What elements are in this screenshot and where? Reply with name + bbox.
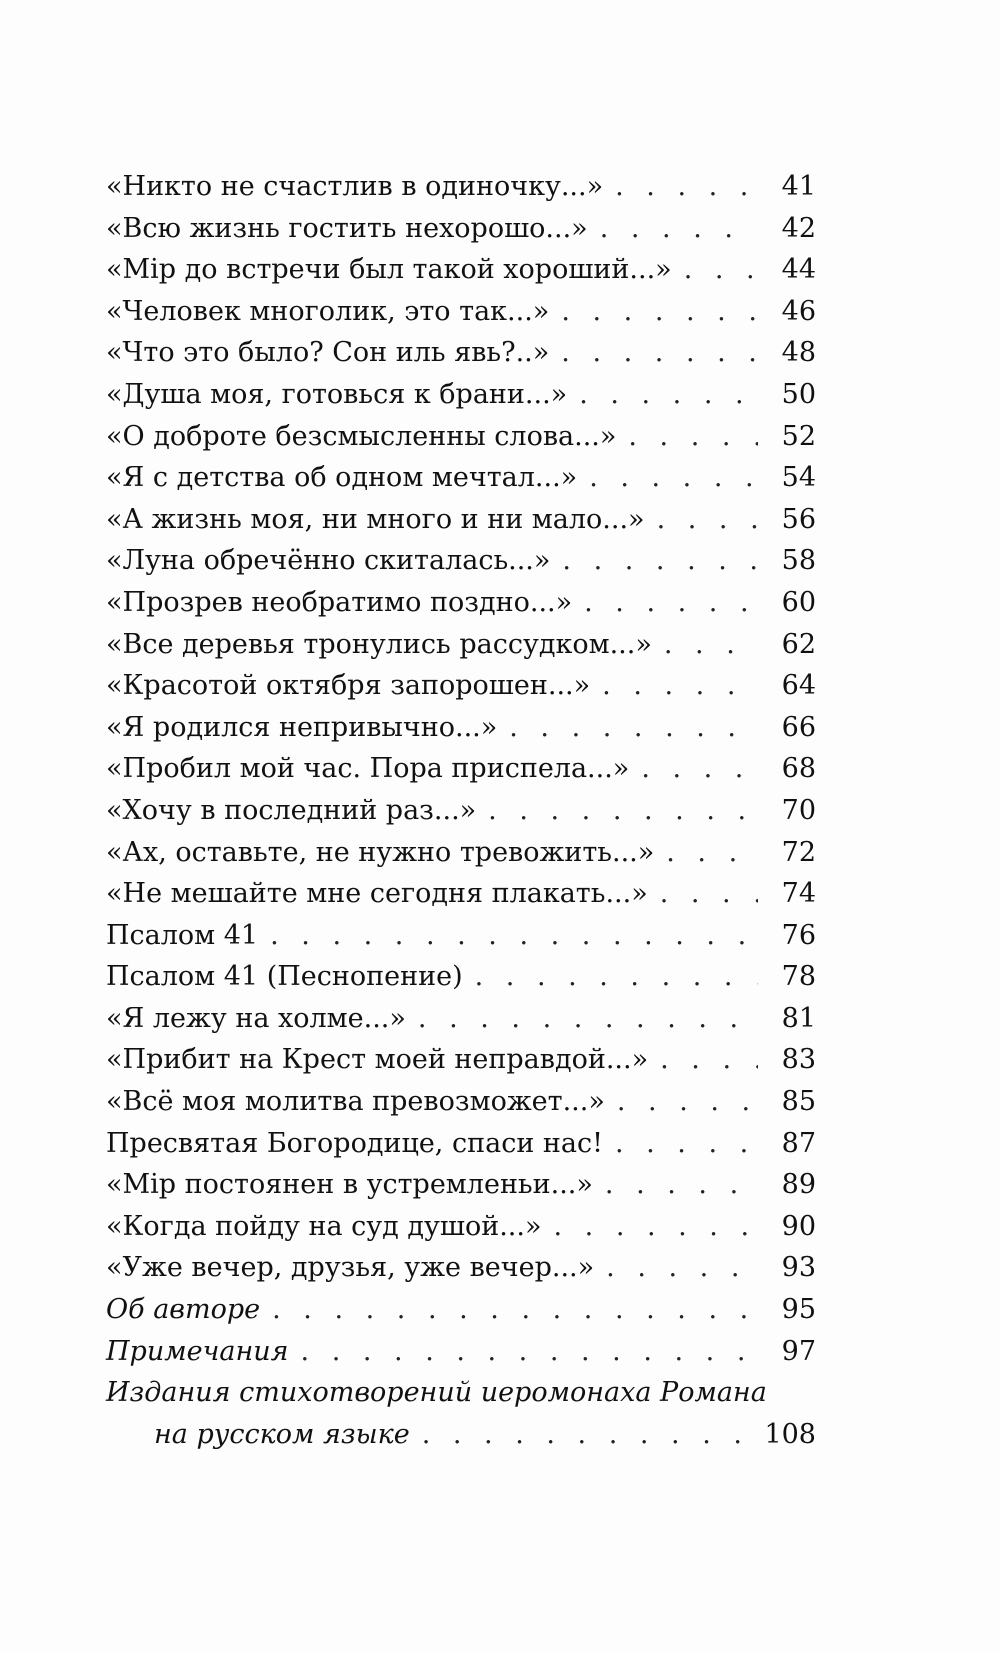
toc-entry-page: 62 <box>781 628 816 660</box>
dot-leader <box>488 790 758 832</box>
toc-entry-title: «Пробил мой час. Пора приспела...» <box>106 753 630 785</box>
toc-entry <box>106 374 816 416</box>
toc-entry-page: 64 <box>781 670 816 702</box>
dot-leader <box>660 873 758 915</box>
toc-entry <box>106 624 816 666</box>
toc-entry <box>106 956 816 998</box>
toc-entry-page: 74 <box>781 878 816 910</box>
toc-entry-title: «Хочу в последний раз...» <box>106 794 477 826</box>
dot-leader <box>628 416 758 458</box>
toc-entry-editions-line1: Издания стихотворений иеромонаха Романа <box>106 1377 767 1409</box>
toc-entry-page: 50 <box>781 378 816 410</box>
toc-entry <box>106 540 816 582</box>
dot-leader <box>615 166 758 208</box>
toc-entry-page: 68 <box>781 753 816 785</box>
dot-leader <box>657 499 758 541</box>
dot-leader <box>272 1289 758 1331</box>
dot-leader <box>561 332 758 374</box>
toc-entry-title: Пресвятая Богородице, спаси нас! <box>106 1127 603 1159</box>
toc-entry-page: 58 <box>781 545 816 577</box>
toc-entry-page: 52 <box>781 420 816 452</box>
dot-leader <box>606 1247 758 1289</box>
toc-entry <box>106 790 816 832</box>
dot-leader <box>584 582 758 624</box>
toc-entry-title: «Уже вечер, друзья, уже вечер...» <box>106 1252 595 1284</box>
dot-leader <box>270 915 758 957</box>
toc-entry-title: Псалом 41 <box>106 919 259 951</box>
toc-entry <box>106 1247 816 1289</box>
toc-entry-page: 90 <box>781 1210 816 1242</box>
toc-entry-page: 97 <box>781 1335 816 1367</box>
toc-entry-page: 60 <box>781 586 816 618</box>
toc-entry-page: 76 <box>781 919 816 951</box>
toc-entry-page: 42 <box>781 212 816 244</box>
dot-leader <box>561 291 758 333</box>
toc-entry-title: «Когда пойду на суд душой...» <box>106 1210 542 1242</box>
dot-leader <box>664 624 758 666</box>
toc-entry <box>106 707 816 749</box>
dot-leader <box>589 457 758 499</box>
toc-entry-title: «Все деревья тронулись рассудком...» <box>106 628 652 660</box>
toc-entry-page: 78 <box>781 961 816 993</box>
toc-entry-notes <box>106 1331 816 1373</box>
toc-entry <box>106 915 816 957</box>
toc-entry-title: Псалом 41 (Песнопение) <box>106 961 463 993</box>
toc-entry <box>106 249 816 291</box>
toc-entry-page: 89 <box>781 1169 816 1201</box>
toc-entry <box>106 748 816 790</box>
toc-entry <box>106 457 816 499</box>
toc-entry-page: 70 <box>781 794 816 826</box>
dot-leader <box>617 1081 758 1123</box>
toc-entry-title: «Мiр постоянен в устремленьи...» <box>106 1169 593 1201</box>
toc-entry-page: 108 <box>764 1418 816 1450</box>
toc-entry-about-author <box>106 1289 816 1331</box>
toc-entry-page: 46 <box>781 295 816 327</box>
toc-entry-title: «Прозрев необратимо поздно...» <box>106 586 573 618</box>
toc-entry <box>106 1123 816 1165</box>
dot-leader <box>605 1164 758 1206</box>
toc-entry <box>106 665 816 707</box>
dot-leader <box>615 1123 758 1165</box>
table-of-contents <box>106 166 816 1455</box>
toc-entry-title: «Всё моя молитва превозможет...» <box>106 1086 605 1118</box>
toc-entry-title: «Человек многолик, это так...» <box>106 295 550 327</box>
toc-entry-page: 81 <box>781 1002 816 1034</box>
toc-entry-page: 48 <box>781 337 816 369</box>
toc-entry-title: «О доброте безсмысленны слова...» <box>106 420 617 452</box>
toc-entry-title: «Я лежу на холме...» <box>106 1002 406 1034</box>
toc-entry-page: 93 <box>781 1252 816 1284</box>
dot-leader <box>562 540 758 582</box>
dot-leader <box>475 956 758 998</box>
dot-leader <box>641 748 758 790</box>
toc-entry-page: 66 <box>781 711 816 743</box>
toc-entry-title: «Я родился непривычно...» <box>106 711 498 743</box>
toc-entry-title: «Ах, оставьте, не нужно тревожить...» <box>106 836 655 868</box>
toc-entry <box>106 832 816 874</box>
toc-entry-title: Об авторе <box>106 1294 261 1326</box>
dot-leader <box>553 1206 758 1248</box>
toc-entry-title: «Я с детства об одном мечтал...» <box>106 462 578 494</box>
dot-leader <box>602 665 758 707</box>
toc-entry <box>106 1081 816 1123</box>
toc-entry-page: 95 <box>781 1294 816 1326</box>
toc-entry-title: «Красотой октября запорошен...» <box>106 670 591 702</box>
toc-entry-title: на русском языке <box>154 1418 410 1450</box>
toc-entry-page: 56 <box>781 503 816 535</box>
toc-entry-title: «А жизнь моя, ни много и ни мало...» <box>106 503 645 535</box>
toc-entry-title: «Луна обречённо скиталась...» <box>106 545 551 577</box>
toc-entry-page: 41 <box>781 171 816 202</box>
toc-entry <box>106 1039 816 1081</box>
dot-leader <box>600 208 758 250</box>
dot-leader <box>301 1331 758 1373</box>
toc-entry <box>106 582 816 624</box>
toc-entry <box>106 499 816 541</box>
toc-entry-editions <box>106 1414 816 1456</box>
toc-entry-title: «Никто не счастлив в одиночку...» <box>106 171 604 202</box>
toc-entry-page: 72 <box>781 836 816 868</box>
toc-entry <box>106 998 816 1040</box>
toc-entry <box>106 166 816 208</box>
toc-entry <box>106 1164 816 1206</box>
toc-entry-title: «Душа моя, готовься к брани...» <box>106 378 568 410</box>
dot-leader <box>660 1039 758 1081</box>
dot-leader <box>422 1414 751 1456</box>
toc-entry <box>106 873 816 915</box>
toc-entry-title: «Мiр до встречи был такой хороший...» <box>106 254 672 286</box>
toc-entry <box>106 208 816 250</box>
dot-leader <box>509 707 758 749</box>
dot-leader <box>684 249 758 291</box>
toc-entry-title: Примечания <box>106 1335 289 1367</box>
toc-entry-title: «Что это было? Сон иль явь?..» <box>106 337 550 369</box>
toc-entry <box>106 1206 816 1248</box>
toc-entry-page: 83 <box>781 1044 816 1076</box>
dot-leader <box>579 374 758 416</box>
toc-entry-page: 54 <box>781 462 816 494</box>
toc-entry <box>106 291 816 333</box>
toc-entry <box>106 332 816 374</box>
dot-leader <box>666 832 758 874</box>
toc-entry-page: 44 <box>781 254 816 286</box>
toc-entry <box>106 416 816 458</box>
toc-entry-title: «Не мешайте мне сегодня плакать...» <box>106 878 648 910</box>
toc-entry-title: «Прибит на Крест моей неправдой...» <box>106 1044 649 1076</box>
toc-entry-title: «Всю жизнь гостить нехорошо...» <box>106 212 588 244</box>
toc-entry-page: 87 <box>781 1127 816 1159</box>
toc-entry-page: 85 <box>781 1086 816 1118</box>
dot-leader <box>418 998 758 1040</box>
